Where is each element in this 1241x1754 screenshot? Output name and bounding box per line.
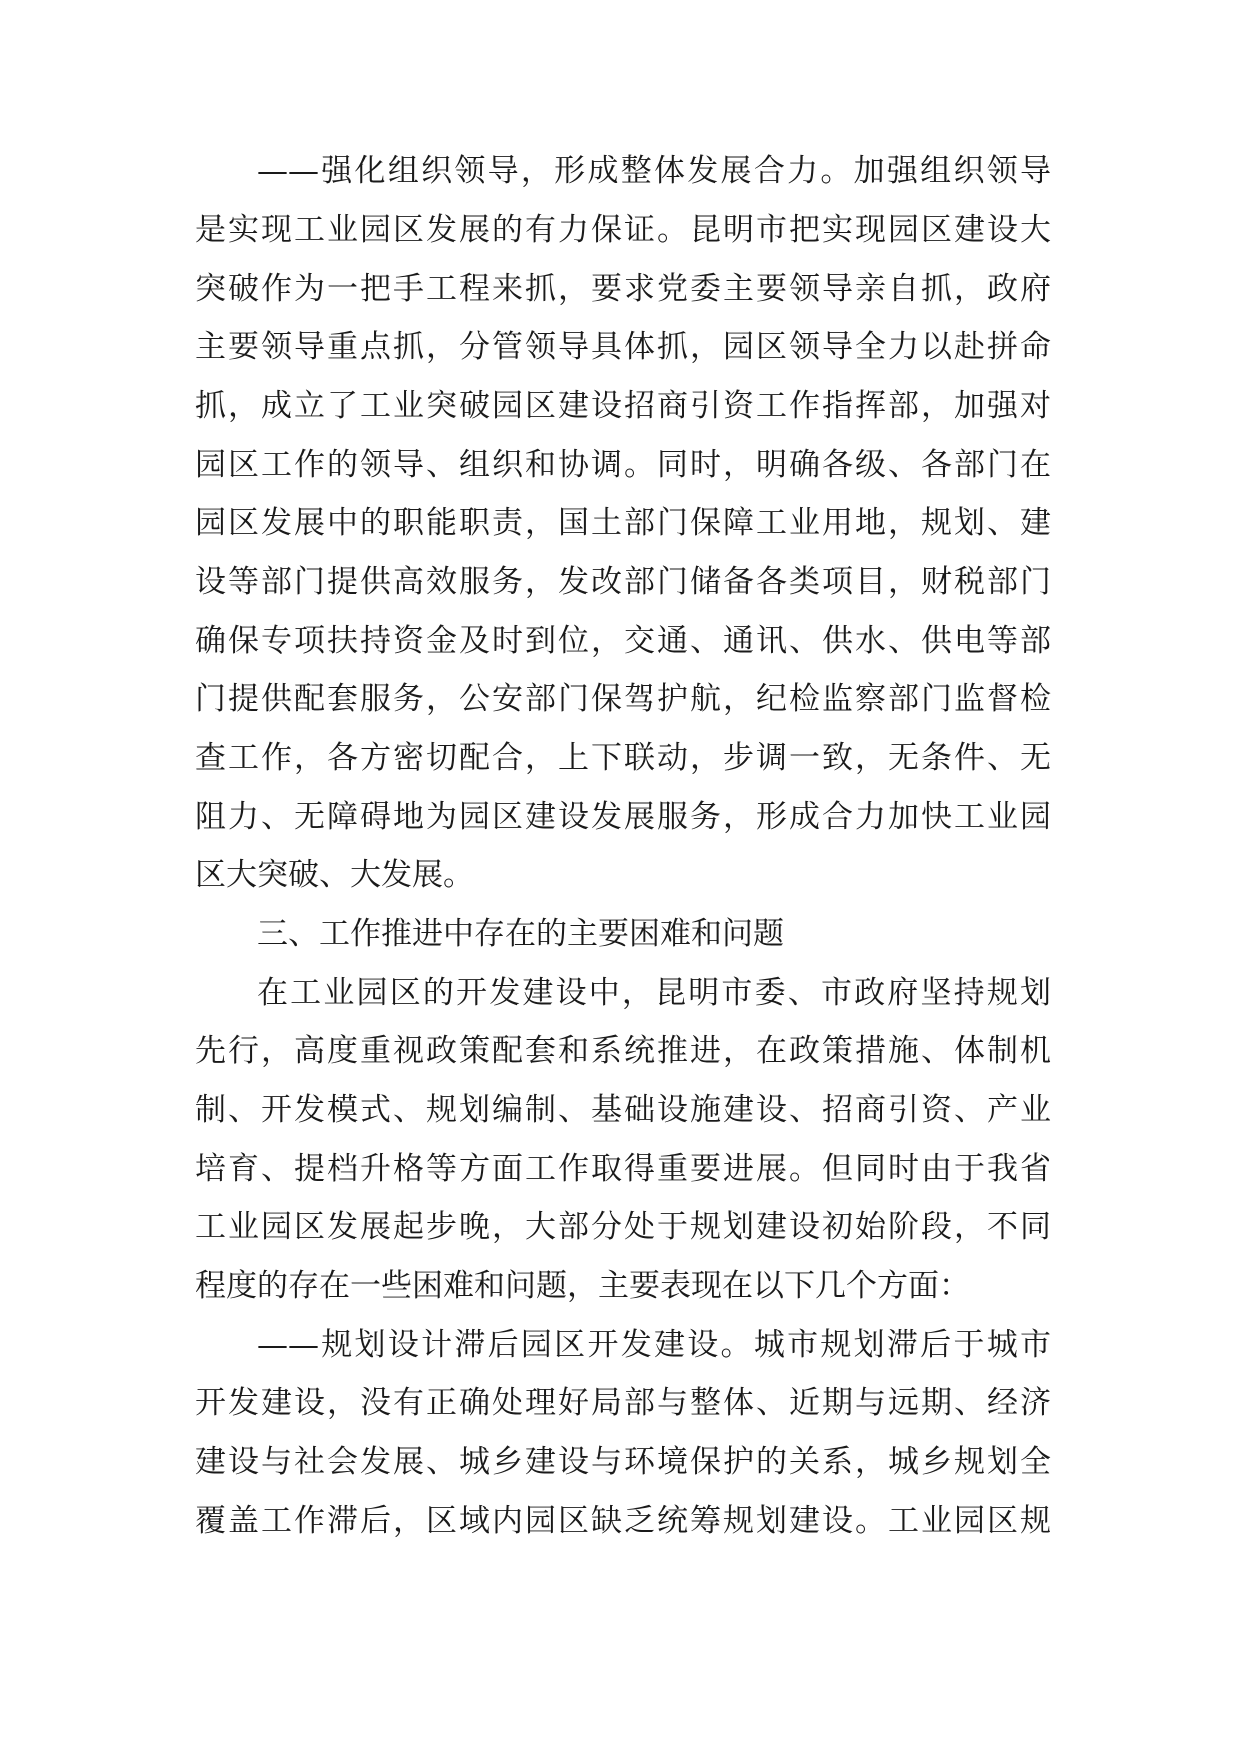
paragraph-line: 程度的存在一些困难和问题，主要表现在以下几个方面：: [195, 1268, 970, 1304]
paragraph-line: ——规划设计滞后园区开发建设。城市规划滞后于城市: [257, 1327, 1051, 1363]
paragraph-line: 在工业园区的开发建设中，昆明市委、市政府坚持规划: [257, 975, 1051, 1011]
paragraph-line: 覆盖工作滞后，区域内园区缺乏统筹规划建设。工业园区规: [195, 1503, 1051, 1539]
paragraph-line: 园区工作的领导、组织和协调。同时，明确各级、各部门在: [195, 447, 1051, 483]
paragraph-line: 设等部门提供高效服务，发改部门储备各类项目，财税部门: [195, 564, 1051, 600]
paragraph-line: 查工作，各方密切配合，上下联动，步调一致，无条件、无: [195, 740, 1051, 776]
paragraph-line: 是实现工业园区发展的有力保证。昆明市把实现园区建设大: [195, 212, 1051, 248]
section-heading: 三、工作推进中存在的主要困难和问题: [257, 916, 784, 952]
paragraph-line: 抓，成立了工业突破园区建设招商引资工作指挥部，加强对: [195, 388, 1051, 424]
paragraph-line: 建设与社会发展、城乡建设与环境保护的关系，城乡规划全: [195, 1444, 1051, 1480]
paragraph-line: 区大突破、大发展。: [195, 857, 474, 893]
paragraph-line: 突破作为一把手工程来抓，要求党委主要领导亲自抓，政府: [195, 271, 1051, 307]
paragraph-line: 园区发展中的职能职责，国土部门保障工业用地，规划、建: [195, 505, 1051, 541]
paragraph-line: 制、开发模式、规划编制、基础设施建设、招商引资、产业: [195, 1092, 1051, 1128]
paragraph-line: 开发建设，没有正确处理好局部与整体、近期与远期、经济: [195, 1385, 1051, 1421]
paragraph-line: 工业园区发展起步晚，大部分处于规划建设初始阶段，不同: [195, 1209, 1051, 1245]
paragraph-line: ——强化组织领导，形成整体发展合力。加强组织领导: [257, 153, 1051, 189]
paragraph-line: 培育、提档升格等方面工作取得重要进展。但同时由于我省: [195, 1151, 1051, 1187]
paragraph-line: 先行，高度重视政策配套和系统推进，在政策措施、体制机: [195, 1033, 1051, 1069]
paragraph-line: 确保专项扶持资金及时到位，交通、通讯、供水、供电等部: [195, 623, 1051, 659]
paragraph-line: 门提供配套服务，公安部门保驾护航，纪检监察部门监督检: [195, 681, 1051, 717]
paragraph-line: 主要领导重点抓，分管领导具体抓，园区领导全力以赴拼命: [195, 329, 1051, 365]
paragraph-line: 阻力、无障碍地为园区建设发展服务，形成合力加快工业园: [195, 799, 1051, 835]
